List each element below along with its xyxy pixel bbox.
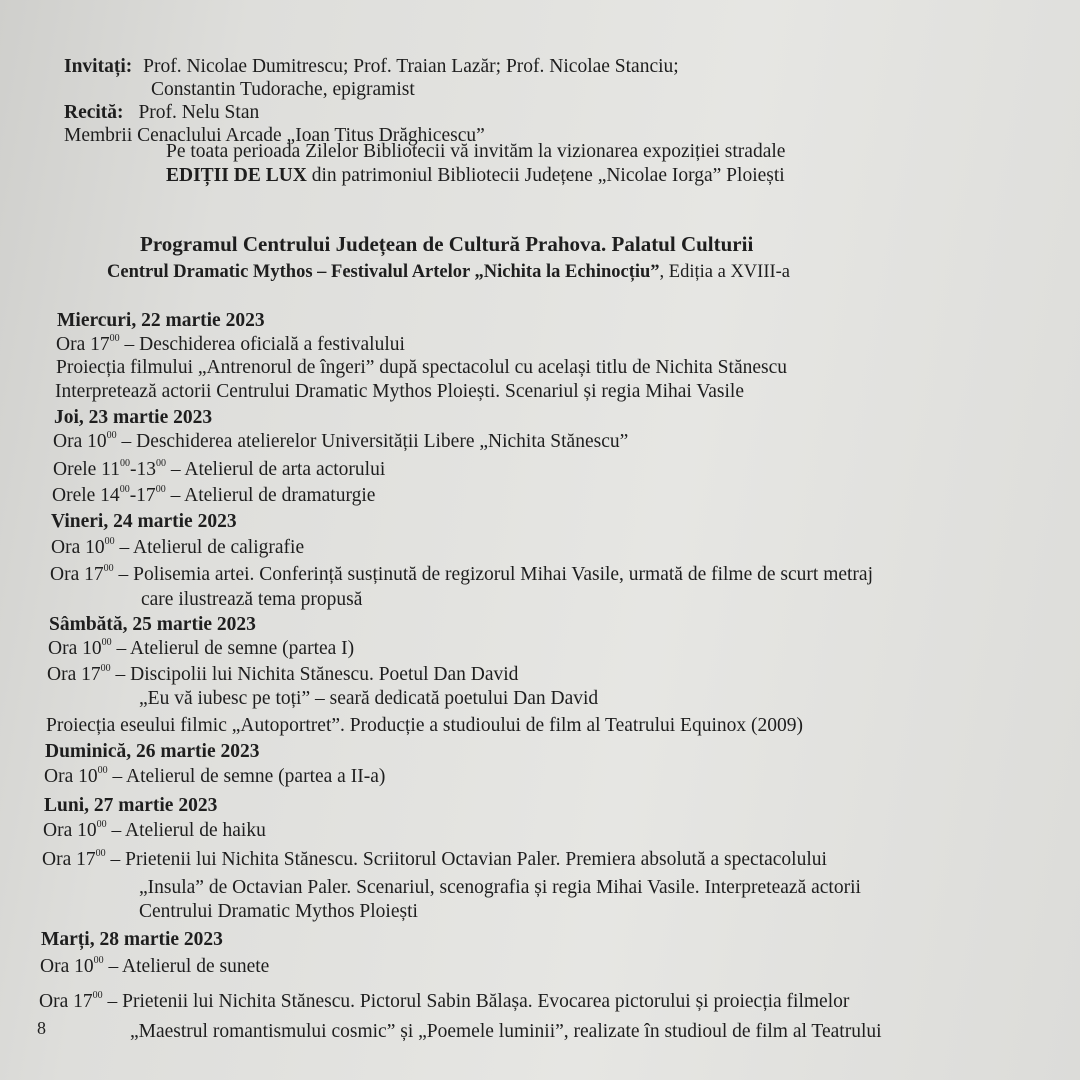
wed-event-1: Ora $17^{00}$ – Deschiderea oficială a festivalului	[56, 333, 405, 355]
fri-event-2-cont: care ilustrează tema propusă	[141, 589, 363, 610]
date-fri: Vineri, 24 martie 2023	[51, 511, 237, 532]
date-thu: Joi, 23 martie 2023	[54, 407, 213, 428]
mon-event-2-cont-2: Centrului Dramatic Mythos Ploiești	[139, 901, 418, 922]
invited-names-1: Prof. Nicolae Dumitrescu; Prof. Traian Lazăr; Prof. Nicolae Stanciu;	[143, 56, 679, 77]
mon-event-2-cont-1: „Insula” de Octavian Paler. Scenariul, scenografia și regia Mihai Vasile. Interpretează actorii	[139, 877, 861, 898]
thu-event-1: Ora $10^{00}$ – Deschiderea atelierelor Universității Libere „Nichita Stănescu”	[53, 430, 629, 452]
date-wed: Miercuri, 22 martie 2023	[57, 310, 265, 331]
program-subtitle	[107, 260, 790, 284]
festival-name: Centrul Dramatic Mythos – Festivalul Artelor „Nichita la Echinocțiu”	[107, 262, 660, 282]
exhibit-title: EDIȚII DE LUX	[166, 165, 307, 186]
date-mon: Luni, 27 martie 2023	[44, 795, 218, 816]
exhibit-line-2	[166, 164, 785, 188]
invited-names-2: Constantin Tudorache, epigramist	[151, 79, 415, 100]
sat-event-1: Ora $10^{00}$ – Atelierul de semne (partea I)	[48, 637, 355, 659]
exhibit-line-1: Pe toata perioada Zilelor Bibliotecii vă invităm la vizionarea expoziției stradale	[166, 141, 786, 162]
recite-name: Prof. Nelu Stan	[138, 102, 260, 123]
page-number: 8	[37, 1018, 46, 1038]
tue-event-2-cont: „Maestrul romantismului cosmic” și „Poemele luminii”, realizate în studioul de film al Teatrului	[130, 1021, 882, 1042]
sat-event-2: Ora $17^{00}$ – Discipolii lui Nichita Stănescu. Poetul Dan David	[47, 663, 519, 685]
mon-event-2: Ora $17^{00}$ – Prietenii lui Nichita Stănescu. Scriitorul Octavian Paler. Premiera absolută a spectacolului	[42, 848, 827, 870]
sun-event-1: Ora $10^{00}$ – Atelierul de semne (partea a II-a)	[44, 765, 386, 787]
thu-event-2: Orele $11^{00}-13^{00}$ – Atelierul de arta actorului	[53, 458, 386, 480]
invited-line-1	[64, 55, 679, 79]
fri-event-2: Ora $17^{00}$ – Polisemia artei. Conferință susținută de regizorul Mihai Vasile, urmată de filme de scurt metraj	[50, 563, 873, 585]
thu-event-3: Orele $14^{00}-17^{00}$ – Atelierul de dramaturgie	[52, 484, 376, 506]
invited-label: Invitați:	[64, 56, 133, 77]
sat-event-2-cont: „Eu vă iubesc pe toți” – seară dedicată poetului Dan David	[139, 688, 599, 709]
date-tue: Marți, 28 martie 2023	[41, 929, 223, 950]
tue-event-1: Ora $10^{00}$ – Atelierul de sunete	[40, 955, 270, 977]
fri-event-1: Ora $10^{00}$ – Atelierul de caligrafie	[51, 536, 305, 558]
wed-event-3: Interpretează actorii Centrului Dramatic Mythos Ploiești. Scenariul și regia Mihai Vasile	[55, 381, 744, 402]
members-line: Membrii Cenaclului Arcade „Ioan Titus Drăghicescu”	[64, 125, 485, 146]
sat-event-3: Proiecția eseului filmic „Autoportret”. Producție a studioului de film al Teatrului Equinox (2009)	[46, 715, 803, 736]
mon-event-1: Ora $10^{00}$ – Atelierul de haiku	[43, 819, 266, 841]
edition-text: , Ediția a XVIII-a	[659, 262, 791, 282]
tue-event-2: Ora $17^{00}$ – Prietenii lui Nichita Stănescu. Pictorul Sabin Bălașa. Evocarea pictorului și proiecția filmelor	[39, 990, 850, 1012]
recite-label: Recită:	[64, 102, 124, 123]
date-sat: Sâmbătă, 25 martie 2023	[49, 614, 256, 635]
program-title: Programul Centrului Județean de Cultură Prahova. Palatul Culturii	[140, 232, 754, 256]
recite-line	[64, 101, 259, 125]
exhibit-rest: din patrimoniul Bibliotecii Județene „Nicolae Iorga” Ploiești	[306, 165, 785, 186]
wed-event-2: Proiecția filmului „Antrenorul de îngeri” după spectacolul cu același titlu de Nichita Stănescu	[56, 357, 788, 378]
date-sun: Duminică, 26 martie 2023	[45, 741, 260, 762]
